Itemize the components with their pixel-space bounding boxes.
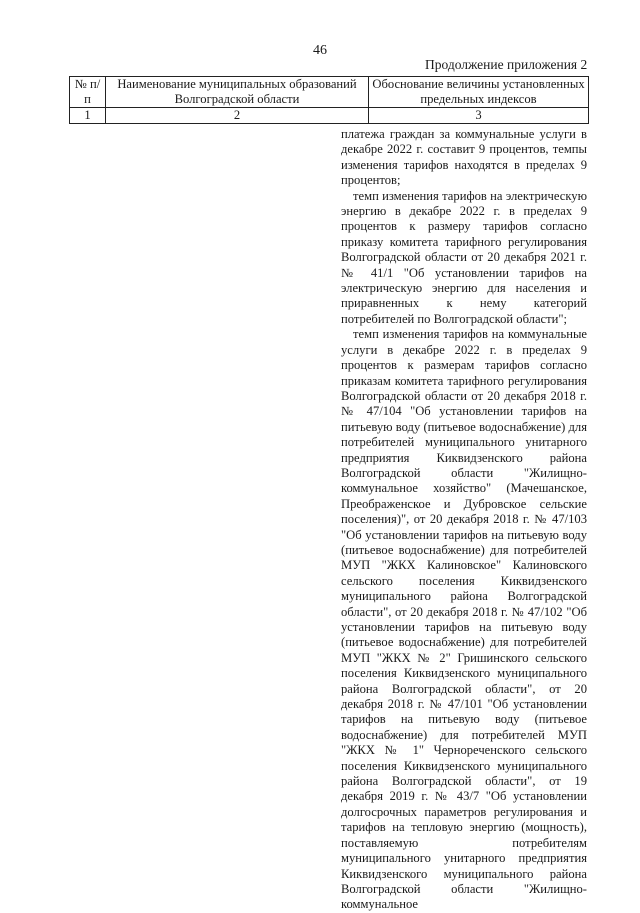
justification-text xyxy=(341,127,587,913)
paragraph-electricity-tariff: темп изменения тарифов на электрическую энергию в декабре 2022 г. в пределах 9 процентов к размеру тарифов согласно приказу комитета тарифного регулирования Волгоградской области от 20 декабря 2021 г. № 41/1 "Об установлении тарифов на электрическую энергию для населения и приравненных к нему категорий потребителей по Волгоградской области"; xyxy=(341,188,587,326)
header-number: № п/п xyxy=(70,77,106,108)
appendix-continuation-note: Продолжение приложения 2 xyxy=(425,57,588,72)
table-column-numbers-row xyxy=(70,108,589,124)
document-table xyxy=(69,76,589,124)
paragraph-utility-tariffs: темп изменения тарифов на коммунальные услуги в декабре 2022 г. в пределах 9 процентов к размерам тарифов согласно приказам комитета тарифного регулирования Волгоградской области от 20 декабря 2018 г. № 47/104 "Об установлении тарифов на питьевую воду (питьевое водоснабжение) для потребителей муниципального унитарного предприятия Киквидзенского района Волгоградской области "Жилищно-коммунальное хозяйство" (Мачешанское, Преображенское и Дубровское сельские поселения)", от 20 декабря 2018 г. № 47/103 "Об установлении тарифов на питьевую воду (питьевое водоснабжение) для потребителей МУП "ЖКХ Калиновское" Калиновского сельского поселения Киквидзенского муниципального района Волгоградской области", от 20 декабря 2018 г. № 47/102 "Об установлении тарифов на питьевую воду (питьевое водоснабжение) для потребителей МУП "ЖКХ № 2" Гришинского сельского поселения Киквидзенского муниципального района Волгоградской области", от 20 декабря 2018 г. № 47/101 "Об установлении тарифов на питьевую воду (питьевое водоснабжение) для потребителей МУП "ЖКХ № 1" Чернореченского сельского поселения Киквидзенского муниципального района Волгоградской области", от 19 декабря 2019 г. № 43/7 "Об установлении долгосрочных параметров регулирования и тарифов на тепловую энергию (мощность), поставляемую потребителям муниципального унитарного предприятия Киквидзенского муниципального района Волгоградской области "Жилищно-коммунальное xyxy=(341,327,587,912)
column-number-1: 1 xyxy=(70,108,106,124)
page-number: 46 xyxy=(313,43,327,58)
table-header-row xyxy=(70,77,589,108)
column-number-3: 3 xyxy=(369,108,589,124)
paragraph-continuation: платежа граждан за коммунальные услуги в декабре 2022 г. составит 9 процентов, темпы изменения тарифов находятся в пределах 9 процентов; xyxy=(341,127,587,188)
column-number-2: 2 xyxy=(106,108,369,124)
header-justification: Обоснование величины установленных предельных индексов xyxy=(369,77,589,108)
header-municipality: Наименование муниципальных образований Волгоградской области xyxy=(106,77,369,108)
